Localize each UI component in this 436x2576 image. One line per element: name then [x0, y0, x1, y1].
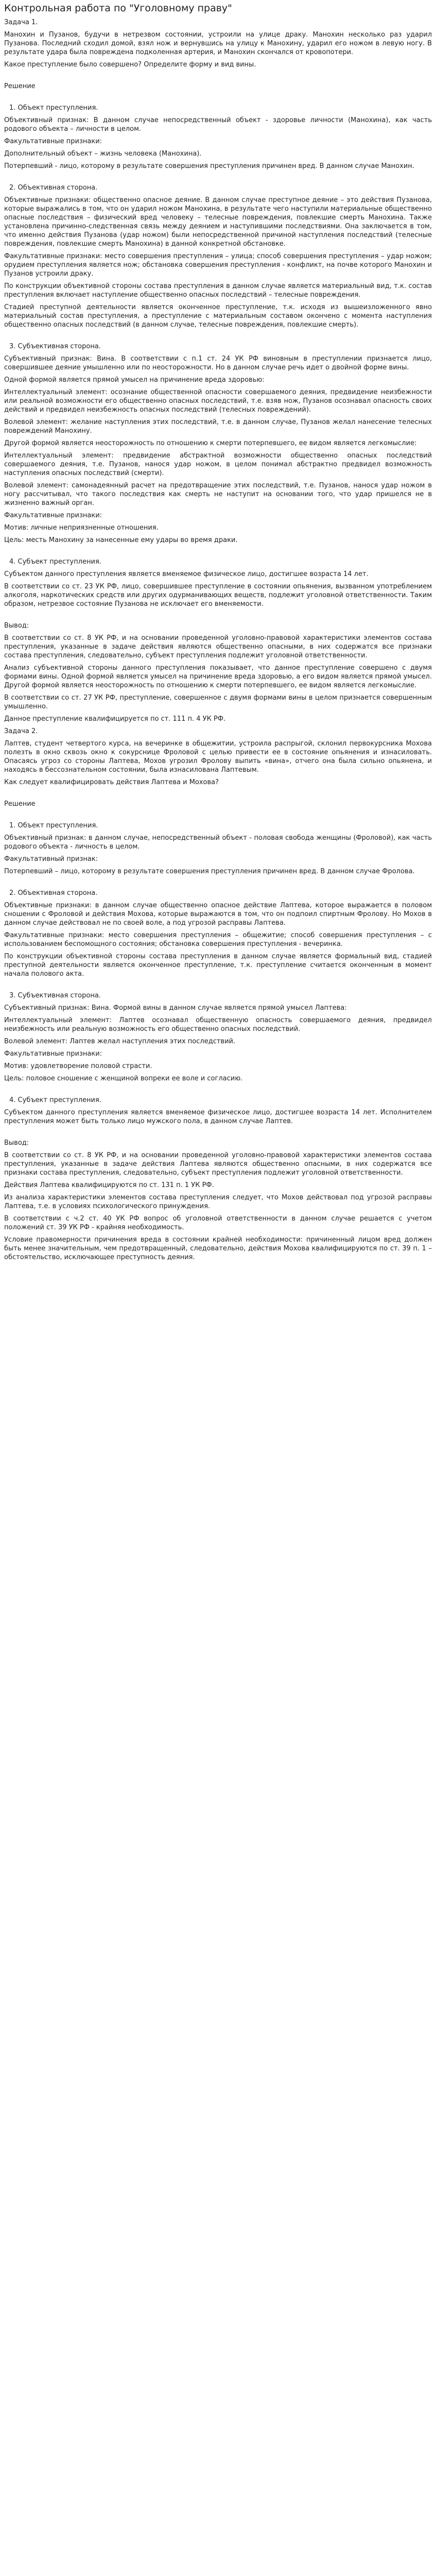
paragraph: По конструкции объективной стороны состава преступления в данном случае является формальный вид, стадией преступной деятельности является оконченное преступление, т.к. преступление считается оконченным в момент начала полового акта.: [4, 953, 432, 978]
spacer: [4, 612, 432, 621]
paragraph: Потерпевший - лицо, которому в результате совершения преступления причинен вред. В данном случае Манохин.: [4, 162, 414, 170]
spacer: [4, 790, 432, 800]
document-body: [4, 18, 432, 1262]
section-heading: 2. Объективная сторона.: [9, 184, 98, 192]
paragraph: Субъектом данного преступления является вменяемое физическое лицо, достигшее возраста 14 лет.: [4, 570, 369, 578]
paragraph: Манохин и Пузанов, будучи в нетрезвом состоянии, устроили на улице драку. Манохин несколько раз ударил Пузанова. Последний сходил домой, взял нож и вернувшись на улицу к Манохину, ударил его ножом в левую ногу. В результате удара была повреждена подколенная артерия, и Манохин скончался от кровопотери.: [4, 31, 432, 56]
paragraph-heading: Цель: месть Манохину за нанесенные ему удары во время драки.: [4, 536, 238, 544]
paragraph: Субъективный признак: Вина. Формой вины в данном случае является прямой умысел Лаптева:: [4, 1004, 347, 1012]
document-title: Контрольная работа по "Уголовному праву": [4, 3, 232, 14]
paragraph-heading: Факультативные признаки:: [4, 512, 102, 519]
paragraph: Волевой элемент: самонадеянный расчет на предотвращение этих последствий, т.е. Пузанов, нанося удар ножом в ногу рассчитывал, что такого последствия как смерть не наступит на основании того, что удар пришелся не в жизненно важный орган.: [4, 482, 432, 507]
paragraph-heading: Вывод:: [4, 1139, 29, 1147]
spacer: [4, 174, 432, 183]
paragraph: В соответствии со ст. 27 УК РФ, преступление, совершенное с двумя формами вины в целом признается совершенным умышленно.: [4, 694, 432, 710]
paragraph-heading: Дополнительный объект – жизнь человека (Манохина).: [4, 150, 202, 158]
paragraph: Субъектом данного преступления является вменяемое физическое лицо, достигшее возраста 14 лет. Исполнителем преступления может быть только лицо мужского пола, в данном случае Лаптев.: [4, 1109, 432, 1125]
paragraph: Факультативные признаки: место совершения преступления – общежитие; способ совершения преступления – с использованием беспомощного состояния; обстановка совершения преступления - вечеринка.: [4, 931, 432, 948]
spacer: [4, 982, 432, 991]
paragraph: Факультативные признаки: место совершения преступления – улица; способ совершения преступления – удар ножом; орудием преступления является нож; обстановка совершения преступления - конфликт, на почве которого Манохин и Пузанов устроили драку.: [4, 252, 432, 278]
section-heading: 1. Объект преступления.: [9, 104, 98, 112]
paragraph-heading: Факультативные признаки:: [4, 138, 102, 145]
paragraph: Другой формой является неосторожность по отношению к смерти потерпевшего, ее видом является легкомыслие:: [4, 439, 417, 447]
spacer: [4, 1087, 432, 1096]
paragraph: Условие правомерности причинения вреда в состоянии крайней необходимости: причиненный лицом вред должен быть менее значительным, чем предотвращенный, следовательно, действия Мохова квалифицируются по ст. 39 п. 1 – обстоятельство, исключающее преступность деяния.: [4, 1236, 432, 1261]
paragraph-heading: Волевой элемент: Лаптев желал наступления этих последствий.: [4, 1038, 236, 1045]
paragraph-heading: Факультативные признаки:: [4, 1050, 102, 1058]
paragraph: Волевой элемент: желание наступления этих последствий, т.е. в данном случае, Пузанов желал нанесение телесных повреждений Манохину.: [4, 418, 432, 435]
paragraph: Объективный признак: в данном случае, непосредственный объект - половая свобода женщины (Фроловой), как часть родового объекта - личность в целом.: [4, 834, 432, 851]
paragraph: Объективный признак: В данном случае непосредственный объект - здоровье личности (Манохина), как часть родового объекта – личности в целом.: [4, 116, 432, 133]
paragraph-heading: Мотив: личные неприязненные отношения.: [4, 524, 159, 532]
spacer: [4, 1129, 432, 1139]
section-heading: 4. Субъект преступления.: [9, 558, 101, 566]
paragraph-heading: Факультативный признак:: [4, 855, 98, 863]
paragraph-heading: Вывод:: [4, 622, 29, 630]
paragraph-heading: Как следует квалифицировать действия Лаптева и Мохова?: [4, 778, 219, 786]
paragraph-heading: Цель: половое сношение с женщиной вопреки ее воле и согласию.: [4, 1075, 243, 1082]
paragraph: Потерпевший – лицо, которому в результате совершения преступления причинен вред. В данном случае Фролова.: [4, 868, 415, 875]
spacer: [4, 333, 432, 342]
paragraph: Анализ субъективной стороны данного преступления показывает, что данное преступление совершено с двумя формами вины. Одной формой является умысел на причинение вреда здоровью, а его видом является прямой умысел. Другой формой является неосторожность по отношению к смерти потерпевшего, ее видом является легкомыслие.: [4, 664, 432, 689]
paragraph-heading: Решение: [4, 82, 36, 90]
paragraph: Интеллектуальный элемент: осознание общественной опасности совершаемого деяния, предвидение неизбежности или реальной возможности его общественно опасных последствий, т.е. взяв нож, Пузанов осознавал опасность своих действий и предвидел неизбежность опасных последствий (телесных повреждений).: [4, 388, 432, 414]
paragraph-heading: Мотив: удовлетворение половой страсти.: [4, 1062, 152, 1070]
spacer: [4, 812, 432, 821]
paragraph: Лаптев, студент четвертого курса, на вечеринке в общежитии, устроила распрыгой, склонил первокурсника Мохова полезть в окно сквозь окно к сокурснице Фроловой с целью привести ее в состояние опьянения и изнасиловать. Опасаясь угроз со стороны Лаптева, Мохов угрозил Фролову выпить «вина», отчего она была сильно опьянена, и находясь в бессознательном состоянии, была изнасилована Лаптевым.: [4, 740, 432, 774]
paragraph: Объективные признаки: общественно опасное деяние. В данном случае преступное деяние – это действия Пузанова, которые выражались в том, что он ударил ножом Манохина, в результате чего наступили материальные общественно опасные последствия – физический вред человеку – телесные повреждения, повлекшие смерть Манохина. Также установлена причинно-следственная связь между деянием и наступившими последствиями. Она заключается в том, что именно действия Пузанова (удар ножом) были непосредственной причиной наступления последствий (телесные повреждения, повлекшие смерть Манохина) в данной конкретной обстановке.: [4, 196, 432, 248]
spacer: [4, 548, 432, 557]
spacer: [4, 94, 432, 104]
paragraph: Интеллектуальный элемент: предвидение абстрактной возможности общественно опасных последствий совершаемого деяния, т.е. Пузанов, нанося удар ножом, в целом понимал абстрактно предвидел возможность наступления опасных последствий (смерти).: [4, 452, 432, 477]
paragraph: По конструкции объективной стороны состава преступления в данном случае является материальный вид, т.к. состав преступления включает наступление общественно опасных последствий – телесные повреждения.: [4, 282, 432, 299]
paragraph-heading: Задача 2.: [4, 727, 38, 735]
paragraph-heading: Задача 1.: [4, 19, 38, 26]
paragraph-heading: Какое преступление было совершено? Определите форму и вид вины.: [4, 61, 256, 69]
section-heading: 4. Субъект преступления.: [9, 1096, 101, 1104]
paragraph: В соответствии со ст. 23 УК РФ, лицо, совершившее преступление в состоянии опьянения, вызванном употреблением алкоголя, наркотических средств или других одурманивающих веществ, подлежит уголовной ответственности. Таким образом, нетрезвое состояние Пузанова не исключает его вменяемости.: [4, 583, 432, 608]
spacer: [4, 73, 432, 82]
paragraph-heading: Одной формой является прямой умысел на причинение вреда здоровью:: [4, 376, 265, 384]
paragraph: В соответствии с ч.2 ст. 40 УК РФ вопрос об уголовной ответственности в данном случае решается с учетом положений ст. 39 УК РФ - крайняя необходимость.: [4, 1215, 432, 1231]
paragraph-heading: Данное преступление квалифицируется по ст. 111 п. 4 УК РФ.: [4, 715, 226, 723]
paragraph: Субъективный признак: Вина. В соответствии с п.1 ст. 24 УК РФ виновным в преступлении признается лицо, совершившее деяние умышленно или по неосторожности. Но в данном случае речь идет о двойной форме вины.: [4, 355, 432, 371]
section-heading: 2. Объективная сторона.: [9, 889, 98, 897]
paragraph: Объективные признаки: в данном случае общественно опасное действие Лаптева, которое выражается в половом сношении с Фроловой и действия Мохова, которые выражаются в том, что он подпоил спиртным Фролову. Но Мохов в данном случае действовал не по своей воле, а под угрозой расправы Лаптева.: [4, 902, 432, 927]
paragraph: Интеллектуальный элемент: Лаптев осознавал общественную опасность совершаемого деяния, предвидел неизбежность или реальную возможность его общественно опасных последствий.: [4, 1016, 432, 1033]
paragraph: Из анализа характеристики элементов состава преступления следует, что Мохов действовал под угрозой расправы Лаптева, т.е. в условиях психологического принуждения.: [4, 1194, 432, 1210]
paragraph-heading: Действия Лаптева квалифицируются по ст. 131 п. 1 УК РФ.: [4, 1181, 214, 1189]
section-heading: 3. Субъективная сторона.: [9, 992, 101, 999]
paragraph: В соответствии со ст. 8 УК РФ, и на основании проведенной уголовно-правовой характеристики элементов состава преступления, указанные в задаче действия Лаптева являются общественно опасными, в них содержатся все признаки состава преступления, следовательно, субъект преступления подлежит уголовной ответственности.: [4, 1151, 432, 1177]
section-heading: 1. Объект преступления.: [9, 822, 98, 829]
paragraph-heading: Решение: [4, 800, 36, 808]
paragraph: Стадией преступной деятельности является оконченное преступление, т.к. исходя из вышеизложенного явно материальный состав преступления, а преступление с материальным составом окончено с момента наступления общественно опасных последствий (в данном случае, телесные повреждения, повлекшие смерть).: [4, 303, 432, 329]
spacer: [4, 879, 432, 889]
paragraph: В соответствии со ст. 8 УК РФ, и на основании проведенной уголовно-правовой характеристики элементов состава преступления, указанные в задаче действия являются общественно опасными, в них содержатся все признаки состава преступления, следовательно, субъект преступления подлежит уголовной ответственности.: [4, 634, 432, 659]
section-heading: 3. Субъективная сторона.: [9, 343, 101, 350]
